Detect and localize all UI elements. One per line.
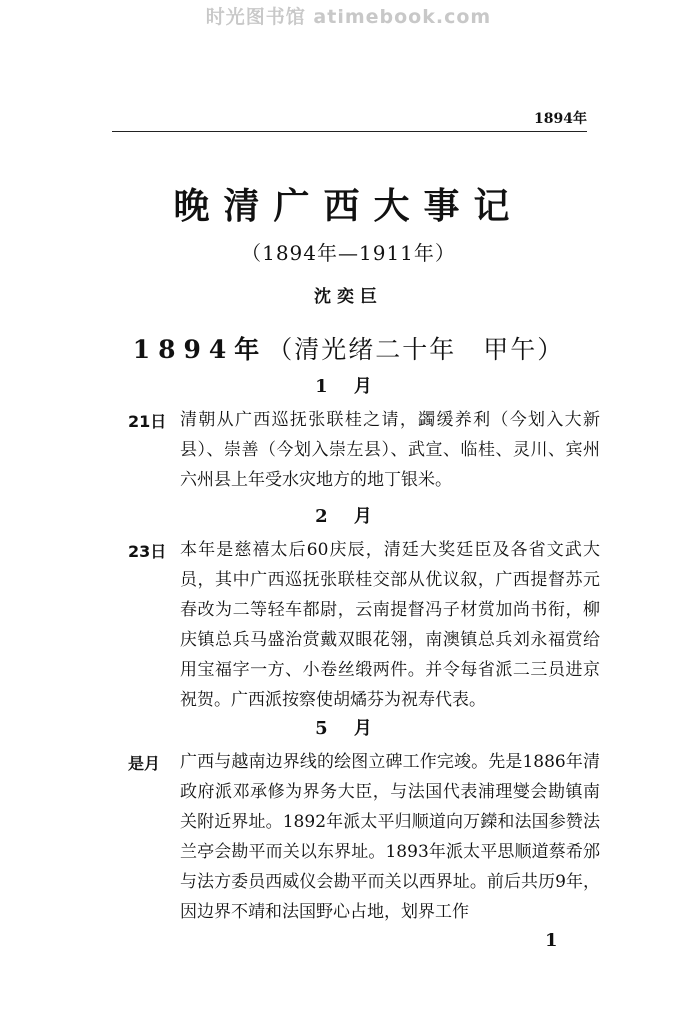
entry-text: 广西与越南边界线的绘图立碑工作完竣。先是1886年清政府派邓承修为界务大臣，与法国代表浦理燮会勘镇南关附近界址。1892年派太平归顺道向万鑅和法国参赞法兰亭会勘平而关以东界址。1893年派太平思顺道蔡希邠与法方委员西威仪会勘平而关以西界址。前后共历9年，因边界不靖和法国野心占地，划界工作 — [180, 752, 600, 922]
entry-text: 本年是慈禧太后60庆辰，清廷大奖廷臣及各省文武大员，其中广西巡抚张联桂交部从优议叙，广西提督苏元春改为二等轻车都尉，云南提督冯子材赏加尚书衔，柳庆镇总兵马盛治赏戴双眼花翎，南澳镇总兵刘永福赏给用宝福字一方、小卷丝缎两件。并令每省派二三员进京祝贺。广西派按察使胡燏芬为祝寿代表。 — [180, 540, 600, 710]
month-heading: 1 月 — [315, 376, 382, 397]
entry-date: 21日 — [128, 412, 167, 431]
article-subtitle: （1894年—1911年） — [241, 241, 456, 265]
year-heading-year: 1894年 — [132, 335, 268, 364]
year-heading-era: （清光绪二十年 甲午） — [267, 335, 565, 364]
entry-date: 23日 — [128, 542, 167, 561]
entry-date: 是月 — [128, 754, 161, 773]
entry-text: 清朝从广西巡抚张联桂之请，蠲缓养利（今划入大新县）、崇善（今划入崇左县）、武宣、临桂、灵川、宾州六州县上年受水灾地方的地丁银米。 — [180, 410, 600, 490]
author-name: 沈奕巨 — [314, 287, 383, 307]
month-heading: 2 月 — [315, 506, 382, 527]
article-title: 晚清广西大事记 — [173, 185, 524, 227]
watermark: 时光图书馆 atimebook.com — [205, 6, 492, 28]
running-head: 1894年 — [534, 111, 587, 127]
year-heading — [0, 330, 697, 366]
page-number: 1 — [545, 930, 558, 951]
month-heading: 5 月 — [315, 718, 382, 739]
header-rule — [112, 131, 587, 132]
